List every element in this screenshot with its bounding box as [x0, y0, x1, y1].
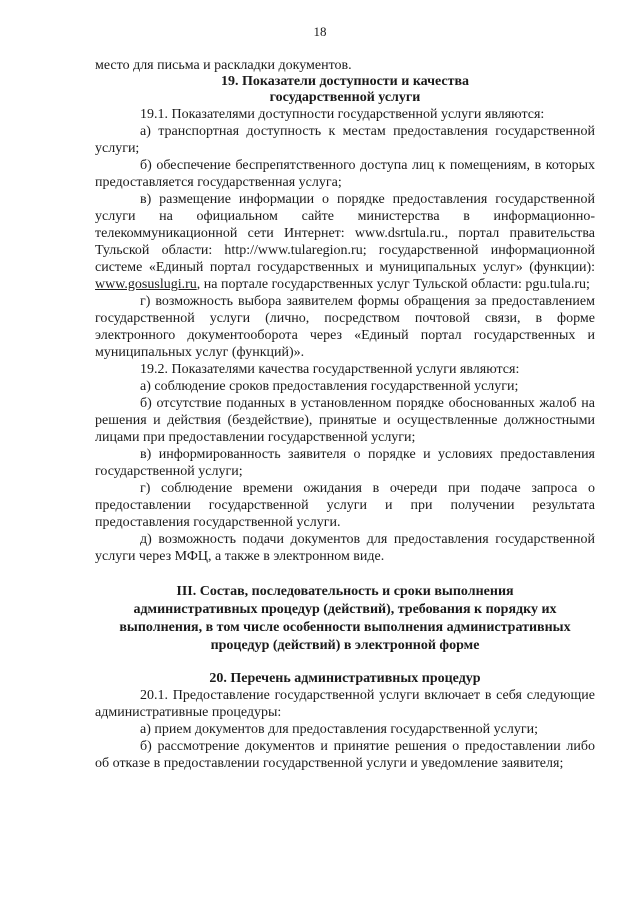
item-19-1-v-tail: , на портале государственных услуг Тульской области: pgu.tula.ru;: [196, 277, 590, 292]
page-number: 18: [313, 24, 327, 39]
document-body: [95, 57, 595, 772]
item-19-1-v-text: в) размещение информации о порядке предоставления государственной услуги на официальном сайте министерства в информационно-телекоммуникационной сети Интернет: www.dsrtula.ru., портал правительства Тульской области: http://www.tularegion.ru; государственной информационной системе «Единый портал государственных и муниципальных услуг» (функции):: [95, 192, 595, 275]
section-3-line4: процедур (действий) в электронной форме: [210, 638, 480, 653]
item-19-2-d: д) возможность подачи документов для предоставления государственной услуги через МФЦ, а также в электронном виде.: [95, 532, 595, 564]
section-19-title-line1: 19. Показатели доступности и качества: [220, 74, 470, 89]
item-19-2-a: а) соблюдение сроков предоставления государственной услуги;: [140, 379, 519, 394]
section-3-line3: выполнения, в том числе особенности выполнения административных: [119, 620, 571, 635]
item-19-2-b: б) отсутствие поданных в установленном порядке обоснованных жалоб на решения и действия (бездействие), принятые и осуществленные должностными лицами при предоставлении государственной услуги;: [95, 396, 595, 445]
section-20-heading: 20. Перечень административных процедур: [209, 671, 481, 686]
section-19-heading: [95, 74, 595, 106]
item-19-1-g: г) возможность выбора заявителем формы обращения за предоставлением государственной услуги (лично, посредством почтовой связи, в форме электронного документооборота через «Единый портал государственных и муниципальных услуг (функций)».: [95, 294, 595, 360]
section-3-line2: административных процедур (действий), требования к порядку их: [133, 602, 557, 617]
item-20-1-a: а) прием документов для предоставления государственной услуги;: [140, 722, 538, 737]
paragraph-19-1: 19.1. Показателями доступности государственной услуги являются:: [140, 107, 545, 122]
paragraph-19-2: 19.2. Показателями качества государственной услуги являются:: [140, 362, 520, 377]
intro-line: место для письма и раскладки документов.: [95, 58, 352, 73]
item-19-1-v: [95, 191, 595, 293]
item-19-1-a: а) транспортная доступность к местам предоставления государственной услуги;: [95, 124, 595, 156]
item-19-2-g: г) соблюдение времени ожидания в очереди при подаче запроса о предоставлении государственной услуги и при получении результата предоставления государственной услуги.: [95, 481, 595, 530]
item-20-1-b: б) рассмотрение документов и принятие решения о предоставлении либо об отказе в предоставлении государственной услуги и уведомление заявителя;: [95, 739, 595, 771]
item-19-2-v: в) информированность заявителя о порядке и условиях предоставления государственной услуги;: [95, 447, 595, 479]
section-3-heading: [95, 583, 595, 655]
paragraph-20-1: 20.1. Предоставление государственной услуги включает в себя следующие административные процедуры:: [95, 688, 595, 720]
section-3-line1: III. Состав, последовательность и сроки выполнения: [176, 584, 514, 599]
item-19-1-b: б) обеспечение беспрепятственного доступа лиц к помещениям, в которых предоставляется государственная услуга;: [95, 158, 595, 190]
gosuslugi-link[interactable]: www.gosuslugi.ru: [95, 277, 197, 292]
section-19-title-line2: государственной услуги: [269, 90, 421, 105]
